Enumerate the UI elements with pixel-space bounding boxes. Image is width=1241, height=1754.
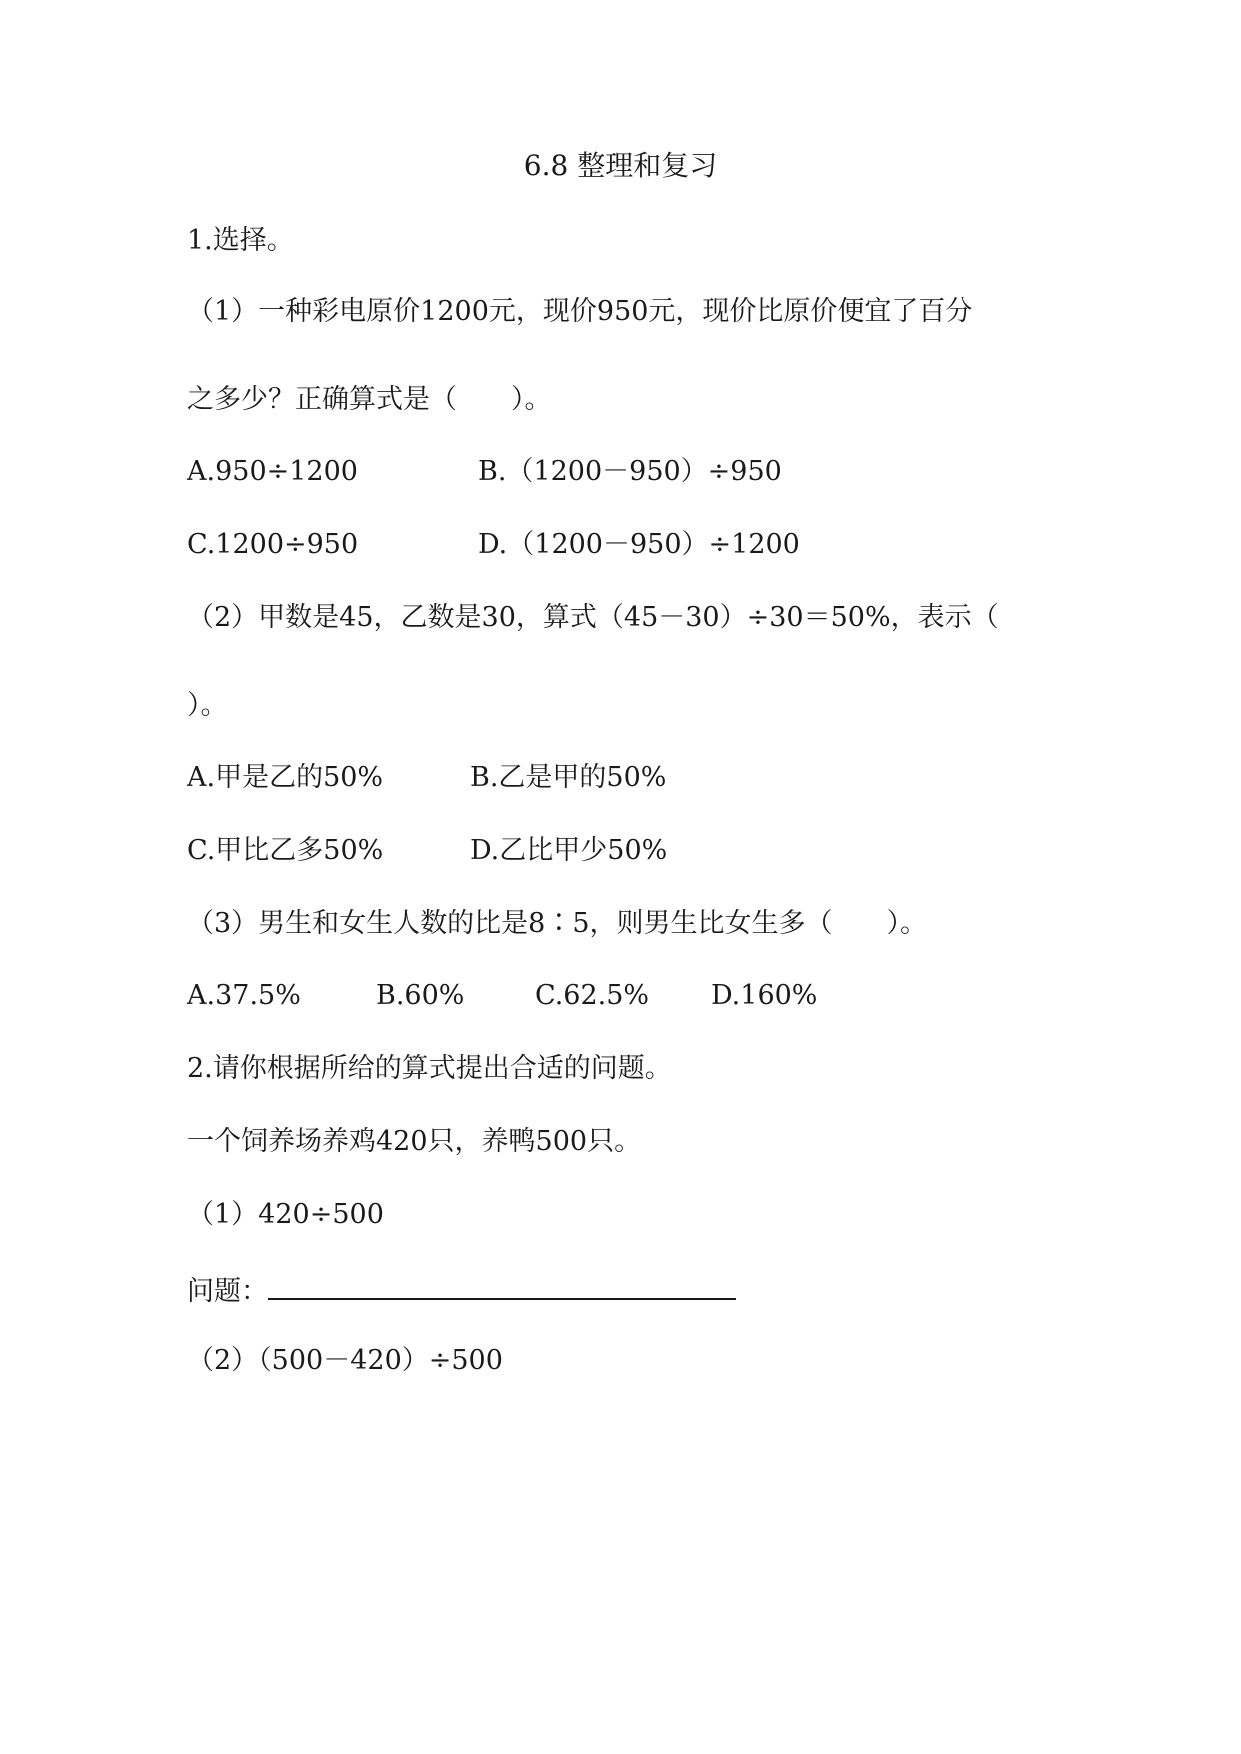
section-2-heading: 2.请你根据所给的算式提出合适的问题。: [187, 1053, 672, 1084]
question-1-option-c: C.1200÷950: [187, 529, 359, 560]
formula-2: （2）（500－420）÷500: [187, 1345, 503, 1376]
question-2-option-b: B.乙是甲的50%: [470, 762, 667, 793]
answer-blank-1[interactable]: [268, 1270, 736, 1300]
question-prompt-label: 问题：: [187, 1276, 268, 1307]
question-1-option-b: B.（1200－950）÷950: [478, 456, 782, 487]
question-3-option-a: A.37.5%: [187, 980, 301, 1011]
question-1-line-1: （1）一种彩电原价1200元，现价950元，现价比原价便宜了百分: [187, 296, 973, 327]
question-1-line-2: 之多少？正确算式是（ ）。: [187, 384, 552, 415]
question-1-option-d: D.（1200－950）÷1200: [478, 529, 800, 560]
question-2-line-1: （2）甲数是45，乙数是30，算式（45－30）÷30＝50%，表示（: [187, 602, 999, 633]
question-prompt-1: [187, 1270, 736, 1310]
question-1-option-a: A.950÷1200: [187, 456, 358, 487]
question-3-option-b: B.60%: [376, 980, 465, 1011]
question-2-option-d: D.乙比甲少50%: [470, 835, 668, 866]
question-2-option-c: C.甲比乙多50%: [187, 835, 384, 866]
formula-1: （1）420÷500: [187, 1199, 384, 1230]
question-3-option-d: D.160%: [711, 980, 818, 1011]
question-2-line-2: ）。: [187, 690, 228, 721]
section-2-context: 一个饲养场养鸡420只，养鸭500只。: [187, 1126, 642, 1157]
page-title: 6.8 整理和复习: [523, 149, 718, 182]
section-1-heading: 1.选择。: [187, 225, 294, 256]
question-2-option-a: A.甲是乙的50%: [187, 762, 384, 793]
question-3-option-c: C.62.5%: [535, 980, 650, 1011]
question-3-line-1: （3）男生和女生人数的比是8∶5，则男生比女生多（ ）。: [187, 908, 928, 939]
